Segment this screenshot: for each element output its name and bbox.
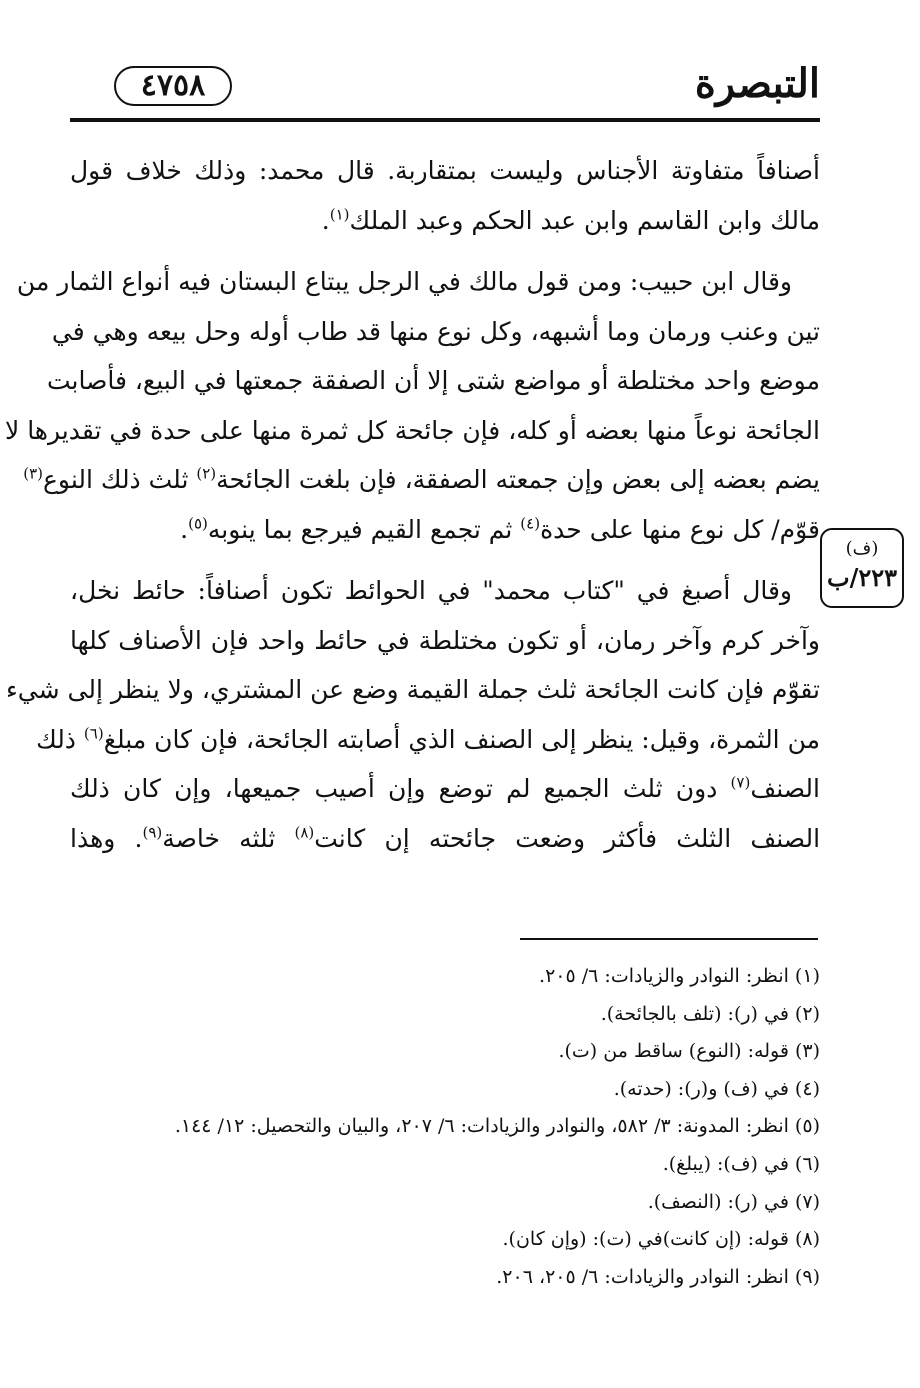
- paragraph-1: [70, 146, 820, 245]
- text-line: وقال أصبغ في "كتاب محمد" في الحوائط تكون أصنافاً: حائط نخل،: [70, 576, 792, 605]
- text-line: موضع واحد مختلطة أو مواضع شتى إلا أن الصفقة جمعتها في البيع، فأصابت: [46, 366, 820, 395]
- text-line: من الثمرة، وقيل: ينظر إلى الصنف الذي أصابته الجائحة، فإن كان مبلغ$^{(٦)}$ ذلك: [36, 724, 820, 754]
- footnote-ref: (٩): [142, 823, 163, 842]
- text-line: الصنف$^{(٧)}$ دون ثلث الجميع لم توضع وإن أصيب جميعها، وإن كان ذلك: [70, 773, 820, 803]
- footnote-ref: (٢): [196, 464, 217, 483]
- text-line: وقال ابن حبيب: ومن قول مالك في الرجل يبتاع البستان فيه أنواع الثمار من: [16, 267, 792, 296]
- text-line: وآخر كرم وآخر رمان، أو تكون مختلطة في حائط واحد فإن الأصناف كلها: [70, 625, 820, 655]
- page-number: ٤٧٥٨: [114, 66, 232, 106]
- footnote-ref: (١): [329, 205, 350, 224]
- footnote: (٦) في (ف): (يبلغ).: [662, 1152, 820, 1175]
- text-line: مالك وابن القاسم وابن عبد الحكم وعبد الملك$^{(١)}$.: [321, 205, 820, 235]
- folio-number: ٢٢٣/ب: [826, 563, 898, 592]
- footnote-ref: (٨): [294, 823, 315, 842]
- footnote: (٤) في (ف) و(ر): (حدته).: [613, 1077, 820, 1100]
- text-line: الصنف الثلث فأكثر وضعت جائحته إن كانت$^{(٨)}$ ثلثه خاصة$^{(٩)}$. وهذا: [70, 823, 821, 853]
- header-rule: [70, 118, 820, 122]
- footnote-ref: (٥): [188, 514, 208, 533]
- footnote-ref: (٤): [520, 514, 541, 533]
- book-title: التبصرة: [694, 60, 820, 107]
- paragraph-3: [6, 566, 821, 863]
- footnote: (٧) في (ر): (النصف).: [647, 1190, 820, 1213]
- footnote: (٥) انظر: المدونة: ٣/ ٥٨٢، والنوادر والزيادات: ٦/ ٢٠٧، والبيان والتحصيل: ١٢/ ١٤٤.: [174, 1115, 820, 1138]
- footnote-ref: (٣): [23, 464, 43, 483]
- text-line: قوّم/ كل نوع منها على حدة$^{(٤)}$ ثم تجمع القيم فيرجع بما ينوبه$^{(٥)}$.: [180, 514, 820, 544]
- text-line: تقوّم فإن كانت الجائحة ثلث جملة القيمة وضع عن المشتري، ولا ينظر إلى شيء: [6, 675, 820, 704]
- footnote: (٨) قوله: (إن كانت)في (ت): (وإن كان).: [502, 1228, 820, 1251]
- footnote-ref: (٧): [730, 773, 751, 792]
- folio-siglum: (ف): [845, 538, 879, 559]
- footnote: (٢) في (ر): (تلف بالجائحة).: [600, 1002, 820, 1025]
- text-line: يضم بعضه إلى بعض وإن جمعته الصفقة، فإن بلغت الجائحة$^{(٢)}$ ثلث ذلك النوع$^{(٣)}$: [23, 464, 820, 494]
- text-line: الجائحة نوعاً منها بعضه أو كله، فإن جائحة كل ثمرة منها على حدة في تقديرها لا: [4, 415, 820, 445]
- footnote: (١) انظر: النوادر والزيادات: ٦/ ٢٠٥.: [539, 965, 820, 987]
- page-header: [70, 56, 820, 120]
- text-line: تين وعنب ورمان وما أشبهه، وكل نوع منها قد طاب أوله وحل بيعه وهي في: [51, 316, 820, 346]
- footnotes: [70, 958, 820, 1296]
- manuscript-folio-marker: [820, 528, 904, 608]
- main-text: [4, 146, 821, 863]
- footnote: (٣) قوله: (النوع) ساقط من (ت).: [558, 1040, 820, 1063]
- footnote: (٩) انظر: النوادر والزيادات: ٦/ ٢٠٥، ٢٠٦.: [496, 1265, 820, 1288]
- footnote-ref: (٦): [83, 724, 104, 743]
- footnote-separator: [520, 938, 818, 940]
- paragraph-2: [4, 257, 820, 554]
- text-line: أصنافاً متفاوتة الأجناس وليست بمتقاربة. قال محمد: وذلك خلاف قول: [70, 156, 820, 185]
